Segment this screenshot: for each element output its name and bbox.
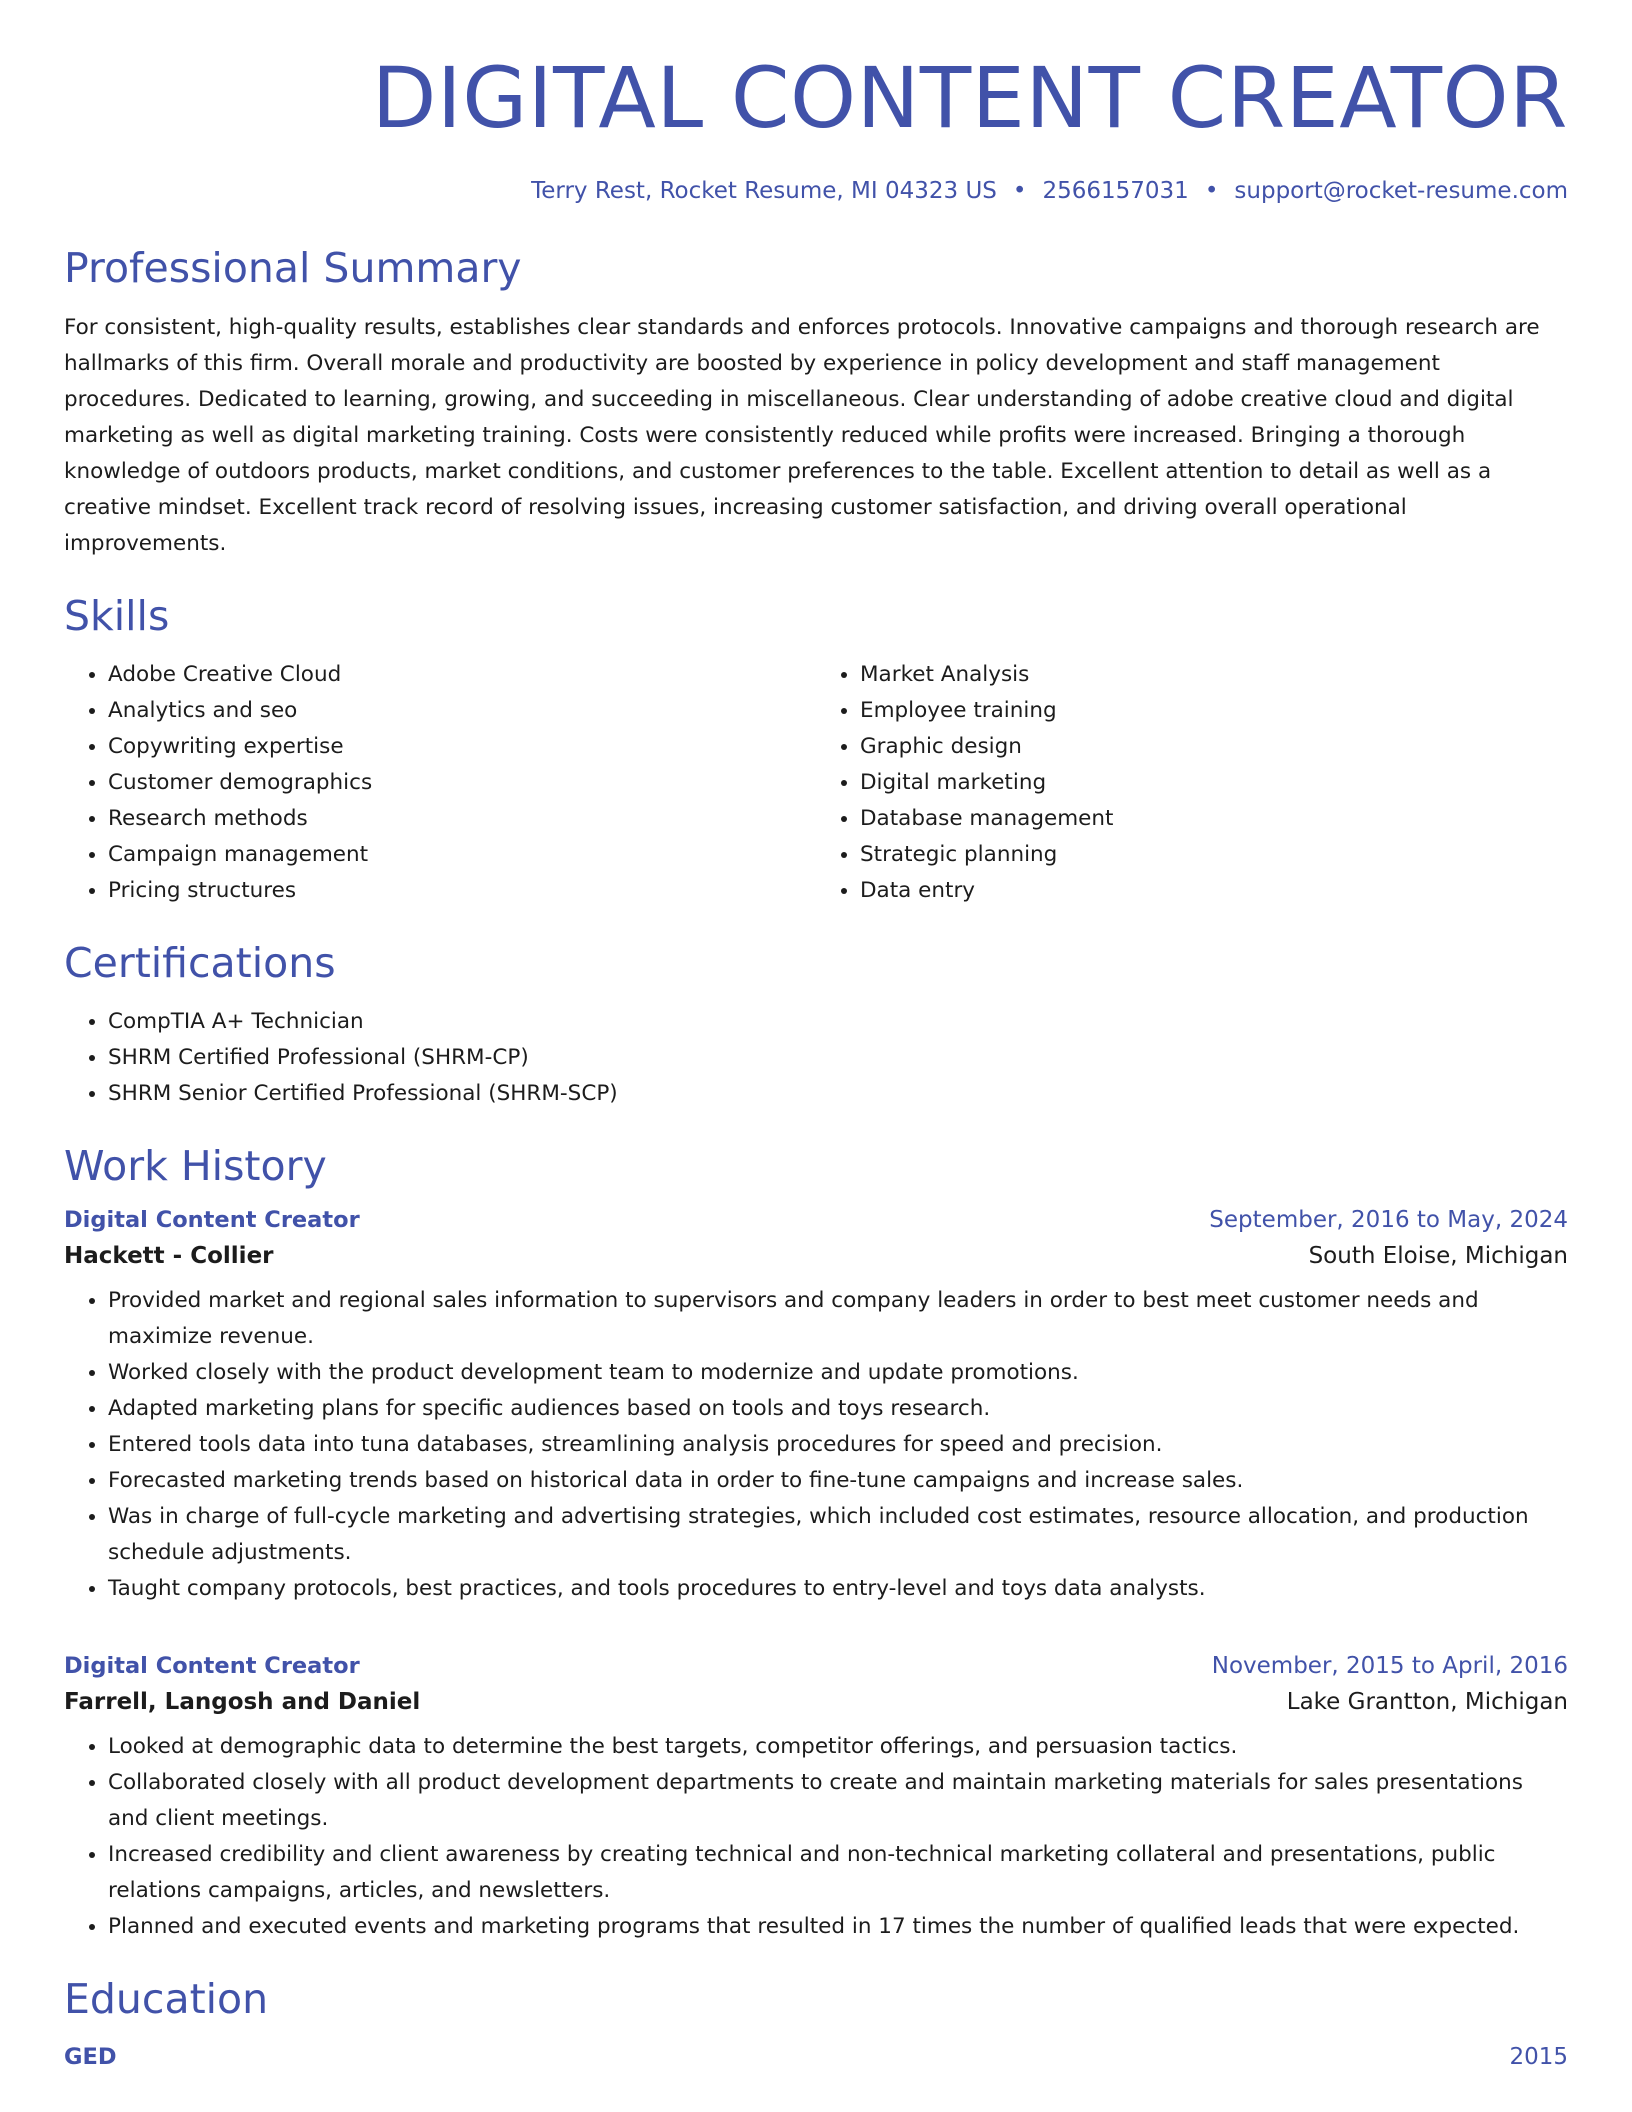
contact-email: support@rocket-resume.com xyxy=(1234,178,1568,205)
job-bullet: • Planned and executed events and marketing programs that resulted in 17 times the number of qualified leads that were expected. xyxy=(108,1909,1568,1945)
job-company: Farrell, Langosh and Daniel xyxy=(64,1689,421,1716)
education-entry xyxy=(64,2044,1568,2070)
job-location: South Eloise, Michigan xyxy=(1308,1243,1568,1270)
skill-item: • Digital marketing xyxy=(860,765,1568,801)
job-bullet: • Looked at demographic data to determine the best targets, competitor offerings, and persuasion tactics. xyxy=(108,1729,1568,1765)
certification-item: • CompTIA A+ Technician xyxy=(108,1004,1568,1040)
education-degree: GED xyxy=(64,2044,117,2071)
skills-grid xyxy=(64,657,1568,909)
job-bullet: • Worked closely with the product development team to modernize and update promotions. xyxy=(108,1355,1568,1391)
education-heading: Education xyxy=(64,1975,269,2024)
job-bullet: • Collaborated closely with all product development departments to create and maintain marketing materials for sales presentations and client meetings. xyxy=(108,1765,1568,1837)
skill-item: • Graphic design xyxy=(860,729,1568,765)
skill-item: • Pricing structures xyxy=(108,873,816,909)
job-dates: November, 2015 to April, 2016 xyxy=(1211,1653,1568,1680)
job-title: Digital Content Creator xyxy=(64,1653,360,1680)
skill-item: • Database management xyxy=(860,801,1568,837)
job-bullet: • Provided market and regional sales information to supervisors and company leaders in order to best meet customer needs and maximize revenue. xyxy=(108,1283,1568,1355)
job-dates: September, 2016 to May, 2024 xyxy=(1209,1207,1568,1234)
skills-list-left xyxy=(64,657,816,909)
job-bullets xyxy=(64,1729,1568,1945)
job-header xyxy=(64,1653,1568,1679)
job-bullet: • Adapted marketing plans for specific audiences based on tools and toys research. xyxy=(108,1391,1568,1427)
skill-item: • Research methods xyxy=(108,801,816,837)
skill-item: • Adobe Creative Cloud xyxy=(108,657,816,693)
job-company: Hackett - Collier xyxy=(64,1243,274,1270)
contact-separator: • xyxy=(1204,178,1219,205)
job-bullet: • Taught company protocols, best practices, and tools procedures to entry-level and toys data analysts. xyxy=(108,1571,1568,1607)
job-location: Lake Grantton, Michigan xyxy=(1286,1689,1568,1716)
job-bullets xyxy=(64,1283,1568,1607)
skills-heading: Skills xyxy=(64,591,170,640)
job-entry xyxy=(64,1207,1568,1607)
skill-item: • Customer demographics xyxy=(108,765,816,801)
education-year: 2015 xyxy=(1509,2044,1568,2071)
job-employer-row xyxy=(64,1689,1568,1715)
job-bullet: • Was in charge of full-cycle marketing and advertising strategies, which included cost estimates, resource allocation, and production schedule adjustments. xyxy=(108,1499,1568,1571)
contact-line xyxy=(64,178,1568,204)
job-entry xyxy=(64,1653,1568,1945)
skill-item: • Strategic planning xyxy=(860,837,1568,873)
job-title: Digital Content Creator xyxy=(64,1207,360,1234)
contact-address: Terry Rest, Rocket Resume, MI 04323 US xyxy=(531,178,997,205)
skill-item: • Employee training xyxy=(860,693,1568,729)
job-bullet: • Increased credibility and client awareness by creating technical and non-technical marketing collateral and presentations, public relations campaigns, articles, and newsletters. xyxy=(108,1837,1568,1909)
skill-item: • Copywriting expertise xyxy=(108,729,816,765)
skills-list-right xyxy=(816,657,1568,909)
certifications-list xyxy=(64,1004,1568,1112)
skill-item: • Market Analysis xyxy=(860,657,1568,693)
job-bullet: • Entered tools data into tuna databases, streamlining analysis procedures for speed and precision. xyxy=(108,1427,1568,1463)
skill-item: • Analytics and seo xyxy=(108,693,816,729)
skill-item: • Data entry xyxy=(860,873,1568,909)
job-employer-row xyxy=(64,1243,1568,1269)
summary-text: For consistent, high-quality results, establishes clear standards and enforces protocols. Innovative campaigns and thorough research are hallmarks of this firm. Overall morale and productivity are boosted by experience in policy development and staff management procedures. Dedicated to learning, growing, and succeeding in miscellaneous. Clear understanding of adobe creative cloud and digital marketing as well as digital marketing training. Costs were consistently reduced while profits were increased. Bringing a thorough knowledge of outdoors products, market conditions, and customer preferences to the table. Excellent attention to detail as well as a creative mindset. Excellent track record of resolving issues, increasing customer satisfaction, and driving overall operational improvements. xyxy=(64,314,1540,556)
job-header xyxy=(64,1207,1568,1233)
work-history-heading: Work History xyxy=(64,1141,327,1190)
resume-header xyxy=(64,0,1568,204)
certifications-heading: Certifications xyxy=(64,938,336,987)
job-bullet: • Forecasted marketing trends based on historical data in order to fine-tune campaigns and increase sales. xyxy=(108,1463,1568,1499)
contact-phone: 2566157031 xyxy=(1042,178,1189,205)
resume-title: DIGITAL CONTENT CREATOR xyxy=(371,49,1568,147)
skill-item: • Campaign management xyxy=(108,837,816,873)
certification-item: • SHRM Senior Certified Professional (SHRM-SCP) xyxy=(108,1076,1568,1112)
certification-item: • SHRM Certified Professional (SHRM-CP) xyxy=(108,1040,1568,1076)
contact-separator: • xyxy=(1012,178,1027,205)
summary-heading: Professional Summary xyxy=(64,244,522,293)
